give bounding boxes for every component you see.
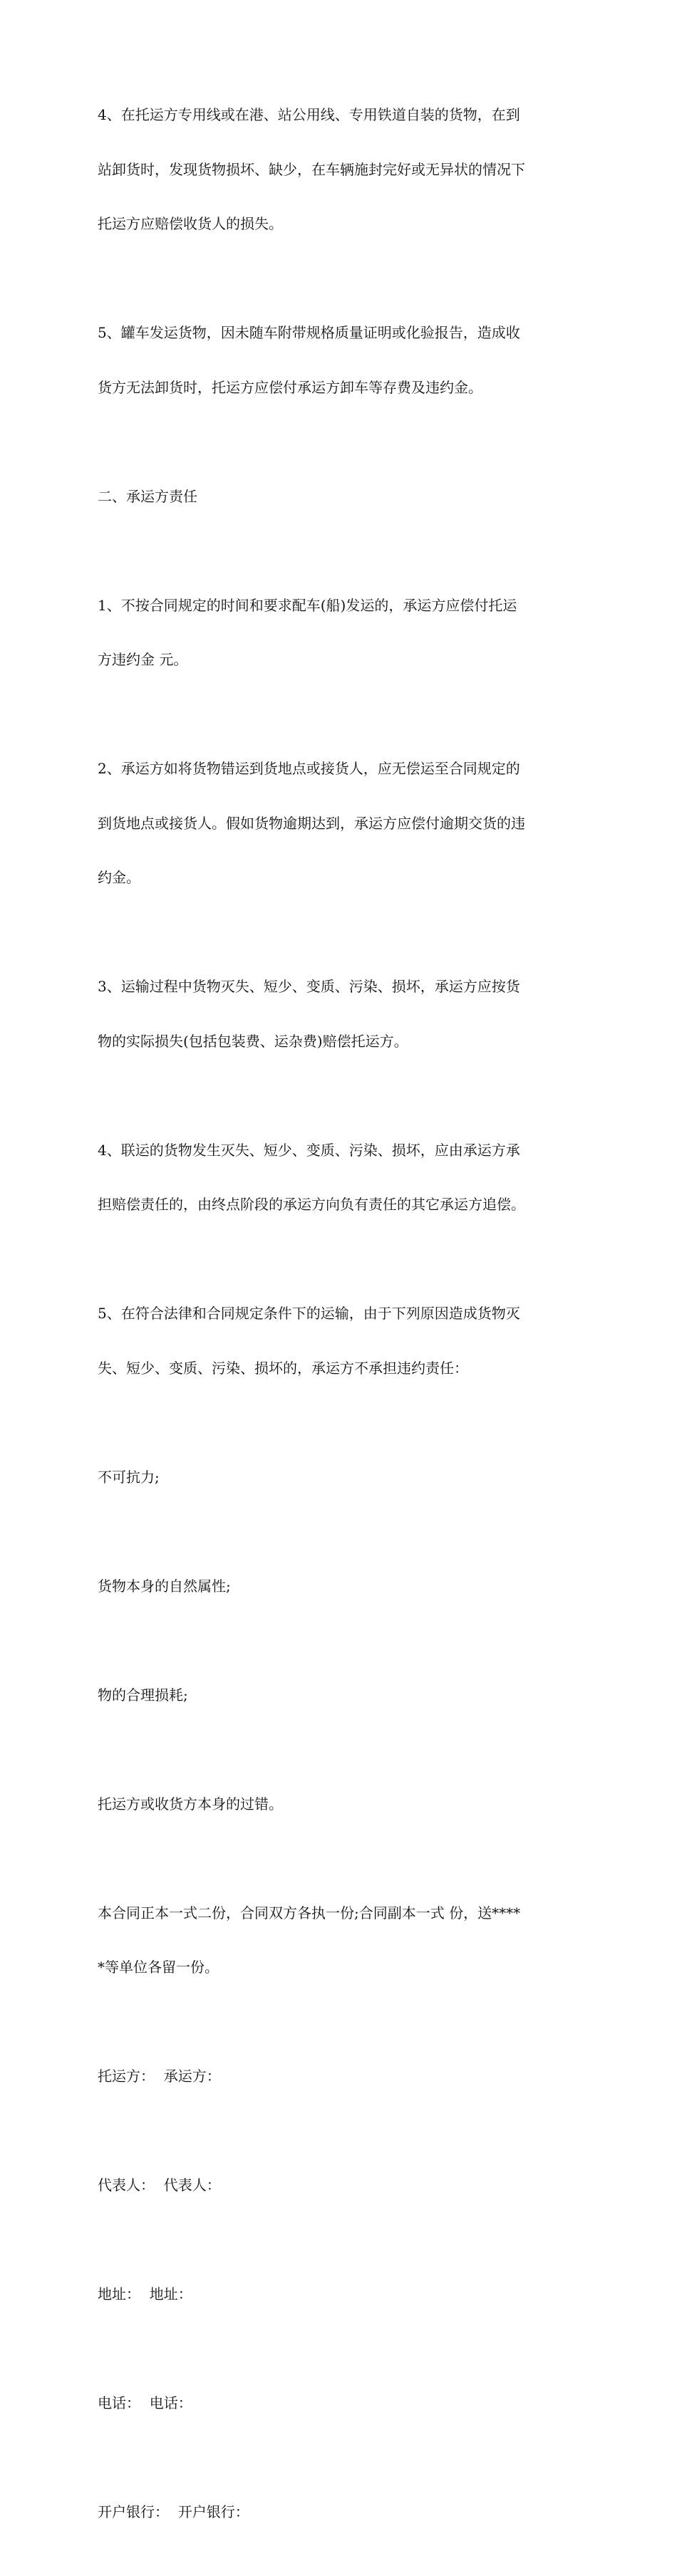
paragraph-carrier-liability-4 [98,1105,582,1251]
text-line: 失、短少、变质、污染、损坏的，承运方不承担违约责任： [98,1359,468,1377]
text-line: 托运方： 承运方： [98,2067,221,2085]
paragraph-carrier-liability-5 [98,1268,582,1414]
paragraph-carrier-liability-2 [98,724,582,924]
text-line: 5、罐车发运货物，因未随车附带规格质量证明或化验报告，造成收 [98,324,520,341]
text-line: 3、运输过程中货物灭失、短少、变质、污染、损坏，承运方应按货 [98,978,520,995]
signature-bank-line [98,2467,582,2558]
text-line: 4、在托运方专用线或在港、站公用线、专用铁道自装的货物，在到 [98,106,520,123]
text-line: 代表人： 代表人： [98,2176,221,2194]
text-line: 开户银行： 开户银行： [98,2503,249,2520]
text-line: 站卸货时，发现货物损坏、缺少，在车辆施封完好或无异状的情况下 [98,160,525,178]
paragraph-copies-clause [98,1868,582,2013]
text-line: 物的实际损失(包括包装费、运杂费)赔偿托运方。 [98,1032,408,1050]
text-line: 2、承运方如将货物错运到货地点或接货人，应无偿运至合同规定的 [98,760,520,777]
text-line: 托运方应赔偿收货人的损失。 [98,215,283,232]
paragraph-shipper-liability-5 [98,288,582,433]
exemption-item-natural-property [98,1541,582,1632]
text-line: 电话： 电话： [98,2394,192,2411]
text-line: 到货地点或接货人。假如货物逾期达到，承运方应偿付逾期交货的违 [98,814,525,832]
exemption-item-force-majeure [98,1432,582,1523]
section-heading-text: 二、承运方责任 [98,487,197,505]
text-line: 货方无法卸货时，托运方应偿付承运方卸车等存费及违约金。 [98,378,482,396]
text-line: 5、在符合法律和合同规定条件下的运输，由于下列原因造成货物灭 [98,1305,520,1322]
text-line: 1、不按合同规定的时间和要求配车(船)发运的，承运方应偿付托运 [98,596,517,614]
signature-phone-line [98,2358,582,2449]
text-line: *等单位各留一份。 [98,1959,219,1976]
text-line: 4、联运的货物发生灭失、短少、变质、污染、损坏，应由承运方承 [98,1141,520,1159]
text-line: 物的合理损耗; [98,1686,188,1704]
signature-address-line [98,2249,582,2340]
text-line: 本合同正本一式二份，合同双方各执一份;合同副本一式 份，送**** [98,1904,521,1921]
exemption-item-party-fault [98,1759,582,1850]
section-heading-carrier-liability [98,452,582,543]
exemption-item-reasonable-loss [98,1650,582,1741]
text-line: 担赔偿责任的，由终点阶段的承运方向负有责任的其它承运方追偿。 [98,1196,525,1213]
document-page [98,70,582,2576]
text-line: 地址： 地址： [98,2285,192,2303]
text-line: 货物本身的自然属性; [98,1577,231,1595]
text-line: 托运方或收货方本身的过错。 [98,1795,283,1813]
paragraph-shipper-liability-4 [98,70,582,270]
paragraph-carrier-liability-3 [98,942,582,1087]
signature-parties-line [98,2031,582,2122]
text-line: 不可抗力; [98,1468,160,1486]
text-line: 方违约金 元。 [98,651,188,668]
signature-representative-line [98,2140,582,2231]
text-line: 约金。 [98,869,140,886]
paragraph-carrier-liability-1 [98,560,582,706]
